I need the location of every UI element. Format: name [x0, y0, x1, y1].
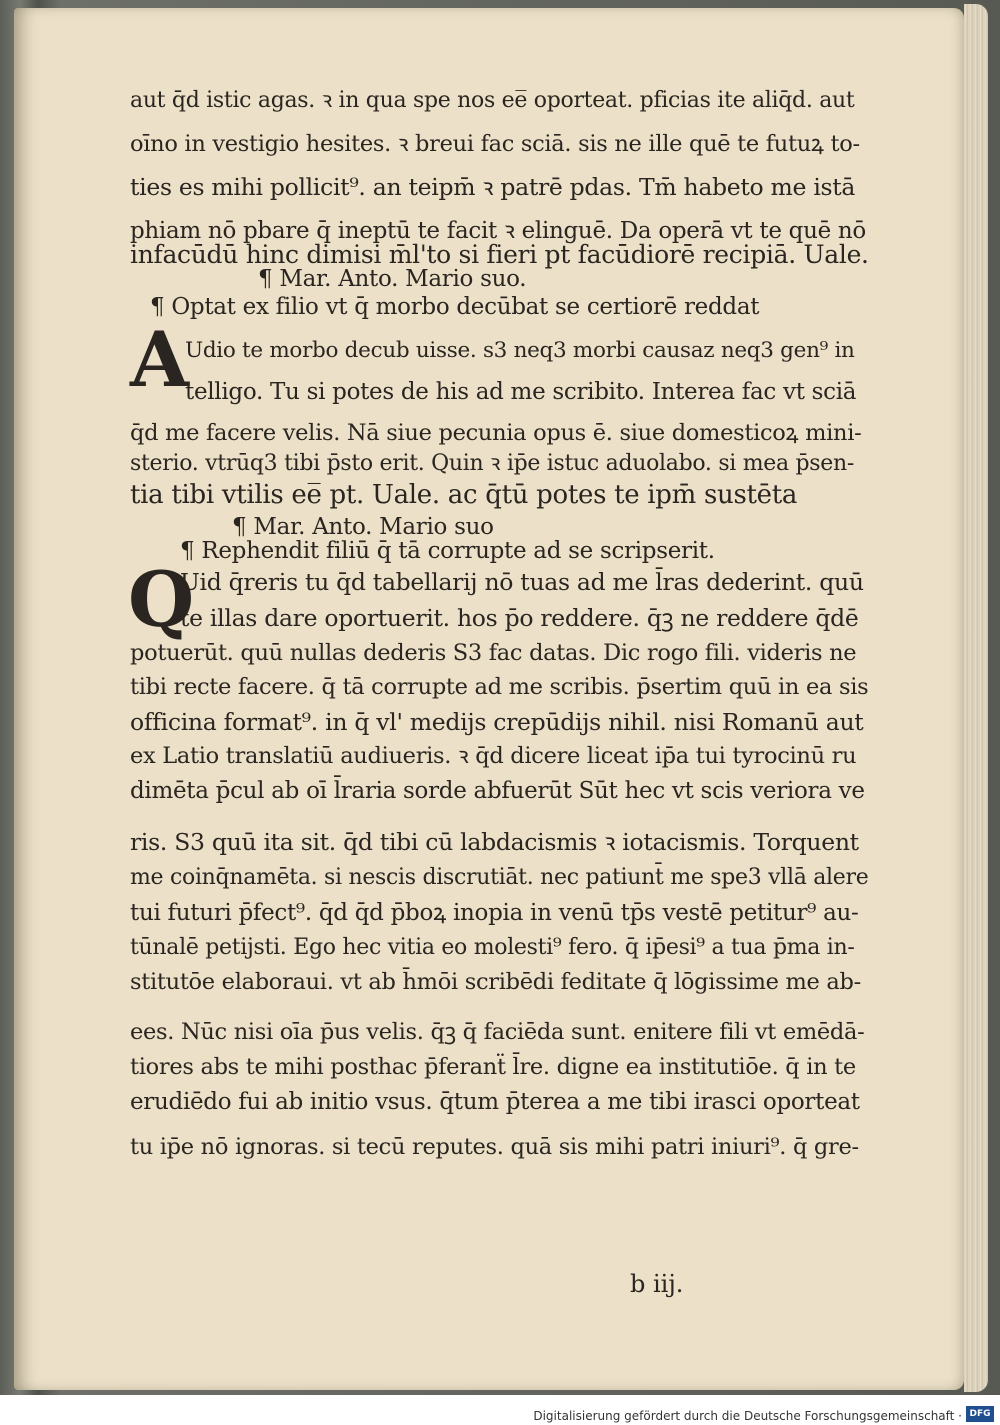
- footer-credit: Digitalisierung gefördert durch die Deutsche Forschungsgemeinschaft ·: [533, 1409, 962, 1423]
- text-line: phiam nō pbare q̄ ineptū te facit ꝛ elinguē. Da operā vt te quē nō: [130, 218, 866, 244]
- text-line: tibi recte facere. q̄ tā corrupte ad me scribis. p̄sertim quū in ea sis: [130, 674, 869, 700]
- text-line: Uid q̄reris tu q̄d tabellarij nō tuas ad me l̄ras dederint. quū: [180, 568, 864, 596]
- text-line: te illas dare oportuerit. hos p̄o reddere. q̄ꝫ ne reddere q̄dē: [180, 604, 859, 632]
- initial-letter-q: Q: [128, 555, 195, 644]
- text-line: sterio. vtrūq3 tibi p̄sto erit. Quin ꝛ ip̄e istuc aduolabo. si mea p̄sen-: [130, 451, 855, 476]
- text-line: erudiēdo fui ab initio vsus. q̄tum p̄terea a me tibi irasci oporteat: [130, 1089, 860, 1115]
- text-line: tu ip̄e nō ignoras. si tecū reputes. quā sis mihi patri iniuri⁹. q̄ gre-: [130, 1134, 859, 1160]
- letter-argument: ¶ Optat ex filio vt q̄ morbo decūbat se certiorē reddat: [150, 294, 760, 320]
- page-edge-stack: [964, 4, 988, 1392]
- text-line: aut q̄d istic agas. ꝛ in qua spe nos ee̅ oporteat. pficias ite aliq̄d. aut: [130, 88, 855, 113]
- text-line: stitutōe elaboraui. vt ab h̄mōi scribēdi feditate q̄ lōgissime me ab-: [130, 969, 861, 995]
- text-line: ris. S3 quū ita sit. q̄d tibi cū labdacismis ꝛ iotacismis. Torquent: [130, 828, 859, 856]
- text-line: me coinq̄namēta. si nescis discrutiāt. nec patiunt̄ me spe3 vllā alere: [130, 865, 869, 890]
- dfg-logo-icon: DFG: [966, 1406, 994, 1422]
- text-line: tūnalē petijsti. Ego hec vitia eo molesti⁹ fero. q̄ ip̄esi⁹ a tua p̄ma in-: [130, 935, 855, 960]
- text-line: ex Latio translatiū audiueris. ꝛ q̄d dicere liceat ip̄a tui tyrocinū ru: [130, 743, 857, 769]
- text-line: Udio te morbo decub uisse. s3 neq3 morbi causaz neq3 gen⁹ in: [185, 338, 855, 363]
- text-line: officina format⁹. in q̄ vl' medijs crepūdijs nihil. nisi Romanū aut: [130, 708, 864, 736]
- initial-letter-a: A: [130, 315, 189, 404]
- text-line: telligo. Tu si potes de his ad me scribito. Interea fac vt sciā: [185, 379, 857, 405]
- text-line: infacūdū hinc dimisi m̄l'to si fieri pt facūdiorē recipiā. Uale.: [130, 240, 869, 269]
- signature-mark: b iij.: [630, 1270, 684, 1298]
- text-line: potuerūt. quū nullas dederis S3 fac datas. Dic rogo fili. videris ne: [130, 640, 857, 666]
- text-line: oīno in vestigio hesites. ꝛ breui fac sciā. sis ne ille quē te futuꝝ to-: [130, 131, 860, 157]
- text-line: tui futuri p̄fect⁹. q̄d q̄d p̄boꝝ inopia in venū tp̄s vestē petitur⁹ au-: [130, 900, 859, 926]
- letter-heading: ¶ Mar. Anto. Mario suo.: [258, 266, 527, 292]
- text-line: tia tibi vtilis ee̅ pt. Uale. ac q̄tū potes te ipm̄ sustēta: [130, 480, 798, 510]
- text-line: dimēta p̄cul ab oī l̄raria sorde abfuerūt Sūt hec vt scis veriora ve: [130, 778, 865, 804]
- text-line: ties es mihi pollicit⁹. an teipm̄ ꝛ patrē pdas. Tm̄ habeto me istā: [130, 173, 856, 201]
- text-line: tiores abs te mihi posthac p̄feranẗ l̄re. digne ea institutiōe. q̄ in te: [130, 1054, 856, 1080]
- letter-argument: ¶ Rephendit filiū q̄ tā corrupte ad se scripserit.: [180, 538, 715, 564]
- letter-heading: ¶ Mar. Anto. Mario suo: [232, 514, 494, 540]
- text-line: ees. Nūc nisi oīa p̄us velis. q̄ꝫ q̄ faciēda sunt. enitere fili vt emēdā-: [130, 1019, 865, 1045]
- text-line: q̄d me facere velis. Nā siue pecunia opus ē. siue domesticoꝝ mini-: [130, 420, 862, 446]
